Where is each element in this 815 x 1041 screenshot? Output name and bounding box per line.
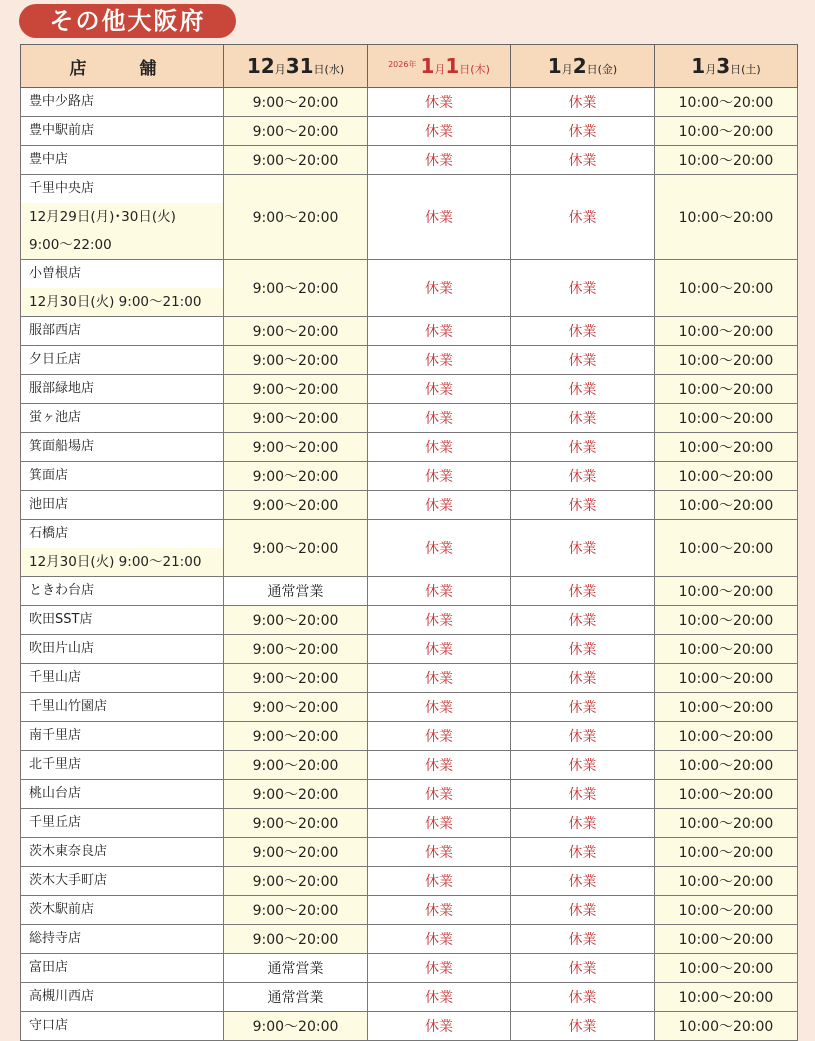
header-mlabel: 月 [561, 63, 573, 76]
closed-cell: 休業 [368, 925, 511, 954]
hours-cell: 10:00〜20:00 [655, 925, 798, 954]
store-name-cell [21, 375, 224, 404]
closed-cell: 休業 [368, 462, 511, 491]
header-mlabel: 月 [434, 63, 446, 76]
hours-cell: 9:00〜20:00 [224, 1012, 368, 1041]
store-name-cell [21, 896, 224, 925]
store-name-cell [21, 838, 224, 867]
header-day: 31 [285, 54, 314, 78]
table-row [21, 491, 798, 520]
closed-cell: 休業 [368, 433, 511, 462]
closed-cell: 休業 [511, 1012, 655, 1041]
hours-cell: 9:00〜20:00 [224, 751, 368, 780]
table-row [21, 260, 798, 317]
closed-cell: 休業 [511, 954, 655, 983]
hours-cell: 10:00〜20:00 [655, 175, 798, 260]
store-name: 高槻川西店 [29, 989, 95, 1004]
hours-cell: 10:00〜20:00 [655, 838, 798, 867]
store-name-cell [21, 175, 224, 260]
closed-cell: 休業 [368, 606, 511, 635]
closed-cell: 休業 [368, 983, 511, 1012]
hours-cell: 10:00〜20:00 [655, 780, 798, 809]
hours-cell: 9:00〜20:00 [224, 693, 368, 722]
closed-cell: 休業 [368, 146, 511, 175]
store-name-cell [21, 260, 224, 317]
closed-cell: 休業 [368, 491, 511, 520]
header-dow: (金) [597, 63, 618, 76]
table-row [21, 693, 798, 722]
store-name: 千里山店 [29, 670, 82, 685]
hours-cell: 10:00〜20:00 [655, 520, 798, 577]
header-mlabel: 月 [705, 63, 717, 76]
closed-cell: 休業 [368, 896, 511, 925]
hours-cell: 9:00〜20:00 [224, 925, 368, 954]
store-name-cell [21, 117, 224, 146]
header-day: 2 [572, 54, 587, 78]
store-name-cell [21, 491, 224, 520]
closed-cell: 休業 [368, 117, 511, 146]
closed-cell: 休業 [368, 175, 511, 260]
header-dlabel: 日 [730, 63, 742, 76]
hours-cell: 9:00〜20:00 [224, 867, 368, 896]
store-name: 千里丘店 [29, 815, 82, 830]
closed-cell: 休業 [368, 664, 511, 693]
header-date-jan1 [368, 45, 511, 88]
hours-cell: 10:00〜20:00 [655, 462, 798, 491]
hours-cell: 9:00〜20:00 [224, 375, 368, 404]
closed-cell: 休業 [511, 175, 655, 260]
closed-cell: 休業 [511, 260, 655, 317]
header-month: 1 [547, 54, 562, 78]
table-row [21, 146, 798, 175]
hours-cell: 9:00〜20:00 [224, 635, 368, 664]
hours-cell: 10:00〜20:00 [655, 433, 798, 462]
section-title: その他大阪府 [19, 4, 236, 38]
store-name-cell [21, 809, 224, 838]
hours-cell: 10:00〜20:00 [655, 117, 798, 146]
hours-cell: 通常営業 [224, 577, 368, 606]
table-row [21, 462, 798, 491]
header-dow: (水) [324, 63, 345, 76]
closed-cell: 休業 [368, 954, 511, 983]
store-name-cell [21, 462, 224, 491]
hours-cell: 10:00〜20:00 [655, 896, 798, 925]
store-name: 守口店 [29, 1018, 69, 1033]
store-name: 茨木大手町店 [29, 873, 108, 888]
closed-cell: 休業 [368, 838, 511, 867]
hours-cell: 9:00〜20:00 [224, 664, 368, 693]
hours-cell: 10:00〜20:00 [655, 635, 798, 664]
closed-cell: 休業 [368, 780, 511, 809]
store-name-cell [21, 983, 224, 1012]
closed-cell: 休業 [511, 809, 655, 838]
closed-cell: 休業 [511, 404, 655, 433]
store-special-hours-note: 12月30日(火) 9:00〜21:00 [21, 548, 223, 576]
closed-cell: 休業 [368, 1012, 511, 1041]
hours-cell: 9:00〜20:00 [224, 491, 368, 520]
store-name-cell [21, 433, 224, 462]
store-name-cell [21, 635, 224, 664]
store-name-cell [21, 606, 224, 635]
store-name: 千里山竹園店 [29, 699, 108, 714]
store-name: 石橋店 [29, 526, 69, 541]
hours-cell: 9:00〜20:00 [224, 317, 368, 346]
closed-cell: 休業 [368, 520, 511, 577]
hours-cell: 10:00〜20:00 [655, 346, 798, 375]
hours-cell: 10:00〜20:00 [655, 1012, 798, 1041]
header-mlabel: 月 [274, 63, 286, 76]
closed-cell: 休業 [511, 317, 655, 346]
hours-cell: 10:00〜20:00 [655, 809, 798, 838]
hours-cell: 9:00〜20:00 [224, 117, 368, 146]
store-name-cell [21, 520, 224, 577]
hours-cell: 10:00〜20:00 [655, 375, 798, 404]
store-name-cell [21, 925, 224, 954]
hours-cell: 9:00〜20:00 [224, 462, 368, 491]
header-month: 1 [691, 54, 706, 78]
hours-cell: 10:00〜20:00 [655, 404, 798, 433]
store-name: 箕面店 [29, 468, 69, 483]
closed-cell: 休業 [368, 577, 511, 606]
header-month: 1 [420, 54, 435, 78]
store-name: 箕面船場店 [29, 439, 95, 454]
store-name: 総持寺店 [29, 931, 82, 946]
closed-cell: 休業 [511, 867, 655, 896]
store-name: 北千里店 [29, 757, 82, 772]
closed-cell: 休業 [368, 867, 511, 896]
closed-cell: 休業 [368, 346, 511, 375]
hours-cell: 10:00〜20:00 [655, 722, 798, 751]
hours-cell: 10:00〜20:00 [655, 260, 798, 317]
header-month: 12 [246, 54, 275, 78]
hours-cell: 10:00〜20:00 [655, 867, 798, 896]
table-body [21, 88, 798, 1041]
table-row [21, 404, 798, 433]
store-name-cell [21, 867, 224, 896]
closed-cell: 休業 [511, 780, 655, 809]
closed-cell: 休業 [368, 693, 511, 722]
header-dow: (木) [470, 63, 490, 76]
hours-cell: 9:00〜20:00 [224, 896, 368, 925]
table-row [21, 117, 798, 146]
table-row [21, 433, 798, 462]
closed-cell: 休業 [511, 146, 655, 175]
hours-cell: 9:00〜20:00 [224, 260, 368, 317]
store-special-hours-note: 9:00〜22:00 [21, 231, 223, 259]
closed-cell: 休業 [511, 925, 655, 954]
header-date-jan2 [511, 45, 655, 88]
closed-cell: 休業 [511, 896, 655, 925]
hours-cell: 9:00〜20:00 [224, 346, 368, 375]
store-name: 服部西店 [29, 323, 82, 338]
table-row [21, 838, 798, 867]
store-name: 茨木東奈良店 [29, 844, 108, 859]
hours-cell: 10:00〜20:00 [655, 88, 798, 117]
store-name-cell [21, 577, 224, 606]
hours-cell: 9:00〜20:00 [224, 606, 368, 635]
table-row [21, 1012, 798, 1041]
hours-cell: 通常営業 [224, 954, 368, 983]
closed-cell: 休業 [511, 375, 655, 404]
closed-cell: 休業 [368, 260, 511, 317]
store-name-cell [21, 954, 224, 983]
table-row [21, 809, 798, 838]
header-date-jan3 [655, 45, 798, 88]
closed-cell: 休業 [368, 404, 511, 433]
store-name: 富田店 [29, 960, 69, 975]
header-dlabel: 日 [313, 63, 325, 76]
table-row [21, 751, 798, 780]
closed-cell: 休業 [511, 606, 655, 635]
store-name-cell [21, 780, 224, 809]
table-row [21, 954, 798, 983]
hours-cell: 9:00〜20:00 [224, 520, 368, 577]
hours-cell: 10:00〜20:00 [655, 606, 798, 635]
hours-cell: 10:00〜20:00 [655, 751, 798, 780]
hours-cell: 9:00〜20:00 [224, 722, 368, 751]
store-name: 蛍ヶ池店 [29, 410, 82, 425]
closed-cell: 休業 [368, 809, 511, 838]
header-year: 2026年 [388, 60, 417, 69]
store-name-cell [21, 146, 224, 175]
closed-cell: 休業 [368, 635, 511, 664]
closed-cell: 休業 [511, 664, 655, 693]
table-row [21, 175, 798, 260]
table-row [21, 780, 798, 809]
store-name-cell [21, 1012, 224, 1041]
closed-cell: 休業 [511, 491, 655, 520]
store-name: ときわ台店 [29, 583, 95, 598]
hours-cell: 10:00〜20:00 [655, 954, 798, 983]
hours-cell: 10:00〜20:00 [655, 317, 798, 346]
store-name-cell [21, 404, 224, 433]
header-dow: (土) [741, 63, 761, 76]
closed-cell: 休業 [511, 693, 655, 722]
closed-cell: 休業 [511, 635, 655, 664]
store-name: 千里中央店 [29, 181, 95, 196]
table-row [21, 577, 798, 606]
closed-cell: 休業 [368, 751, 511, 780]
table-row [21, 375, 798, 404]
closed-cell: 休業 [511, 838, 655, 867]
store-special-hours-note: 12月30日(火) 9:00〜21:00 [21, 288, 223, 316]
store-name-cell [21, 664, 224, 693]
header-store: 店 舗 [21, 45, 224, 88]
store-name-cell [21, 693, 224, 722]
closed-cell: 休業 [368, 375, 511, 404]
hours-cell: 9:00〜20:00 [224, 146, 368, 175]
hours-cell: 10:00〜20:00 [655, 983, 798, 1012]
closed-cell: 休業 [368, 722, 511, 751]
table-row [21, 88, 798, 117]
closed-cell: 休業 [511, 520, 655, 577]
store-name: 吹田片山店 [29, 641, 95, 656]
store-name: 豊中店 [29, 152, 69, 167]
table-row [21, 520, 798, 577]
store-name-cell [21, 88, 224, 117]
store-name-cell [21, 346, 224, 375]
closed-cell: 休業 [511, 751, 655, 780]
closed-cell: 休業 [511, 462, 655, 491]
table-row [21, 606, 798, 635]
hours-cell: 9:00〜20:00 [224, 404, 368, 433]
hours-cell: 10:00〜20:00 [655, 146, 798, 175]
table-row [21, 635, 798, 664]
header-date-dec31 [224, 45, 368, 88]
hours-cell: 10:00〜20:00 [655, 664, 798, 693]
header-dlabel: 日 [459, 63, 471, 76]
closed-cell: 休業 [511, 983, 655, 1012]
table-row [21, 983, 798, 1012]
table-row [21, 664, 798, 693]
header-day: 3 [716, 54, 731, 78]
store-name: 豊中少路店 [29, 94, 95, 109]
header-day: 1 [445, 54, 460, 78]
hours-cell: 9:00〜20:00 [224, 838, 368, 867]
closed-cell: 休業 [368, 88, 511, 117]
store-name: 小曽根店 [29, 266, 82, 281]
closed-cell: 休業 [511, 433, 655, 462]
table-row [21, 925, 798, 954]
table-row [21, 867, 798, 896]
hours-cell: 10:00〜20:00 [655, 577, 798, 606]
store-name: 池田店 [29, 497, 69, 512]
table-row [21, 896, 798, 925]
hours-cell: 通常営業 [224, 983, 368, 1012]
closed-cell: 休業 [511, 346, 655, 375]
store-name: 南千里店 [29, 728, 82, 743]
store-special-hours-note: 12月29日(月)･30日(火) [21, 203, 223, 231]
store-name: 吹田SST店 [29, 612, 93, 627]
closed-cell: 休業 [511, 88, 655, 117]
hours-cell: 9:00〜20:00 [224, 88, 368, 117]
hours-cell: 9:00〜20:00 [224, 433, 368, 462]
closed-cell: 休業 [511, 117, 655, 146]
closed-cell: 休業 [511, 722, 655, 751]
store-name-cell [21, 317, 224, 346]
closed-cell: 休業 [511, 577, 655, 606]
store-name: 茨木駅前店 [29, 902, 95, 917]
store-name-cell [21, 751, 224, 780]
store-name: 桃山台店 [29, 786, 82, 801]
table-row [21, 346, 798, 375]
store-name: 豊中駅前店 [29, 123, 95, 138]
table-row [21, 722, 798, 751]
store-name: 服部緑地店 [29, 381, 95, 396]
hours-cell: 10:00〜20:00 [655, 693, 798, 722]
closed-cell: 休業 [368, 317, 511, 346]
store-name: 夕日丘店 [29, 352, 82, 367]
hours-cell: 9:00〜20:00 [224, 780, 368, 809]
holiday-hours-table [20, 44, 798, 1041]
hours-cell: 10:00〜20:00 [655, 491, 798, 520]
table-header-row [21, 45, 798, 88]
hours-cell: 9:00〜20:00 [224, 175, 368, 260]
table-row [21, 317, 798, 346]
hours-cell: 9:00〜20:00 [224, 809, 368, 838]
store-name-cell [21, 722, 224, 751]
header-dlabel: 日 [586, 63, 598, 76]
